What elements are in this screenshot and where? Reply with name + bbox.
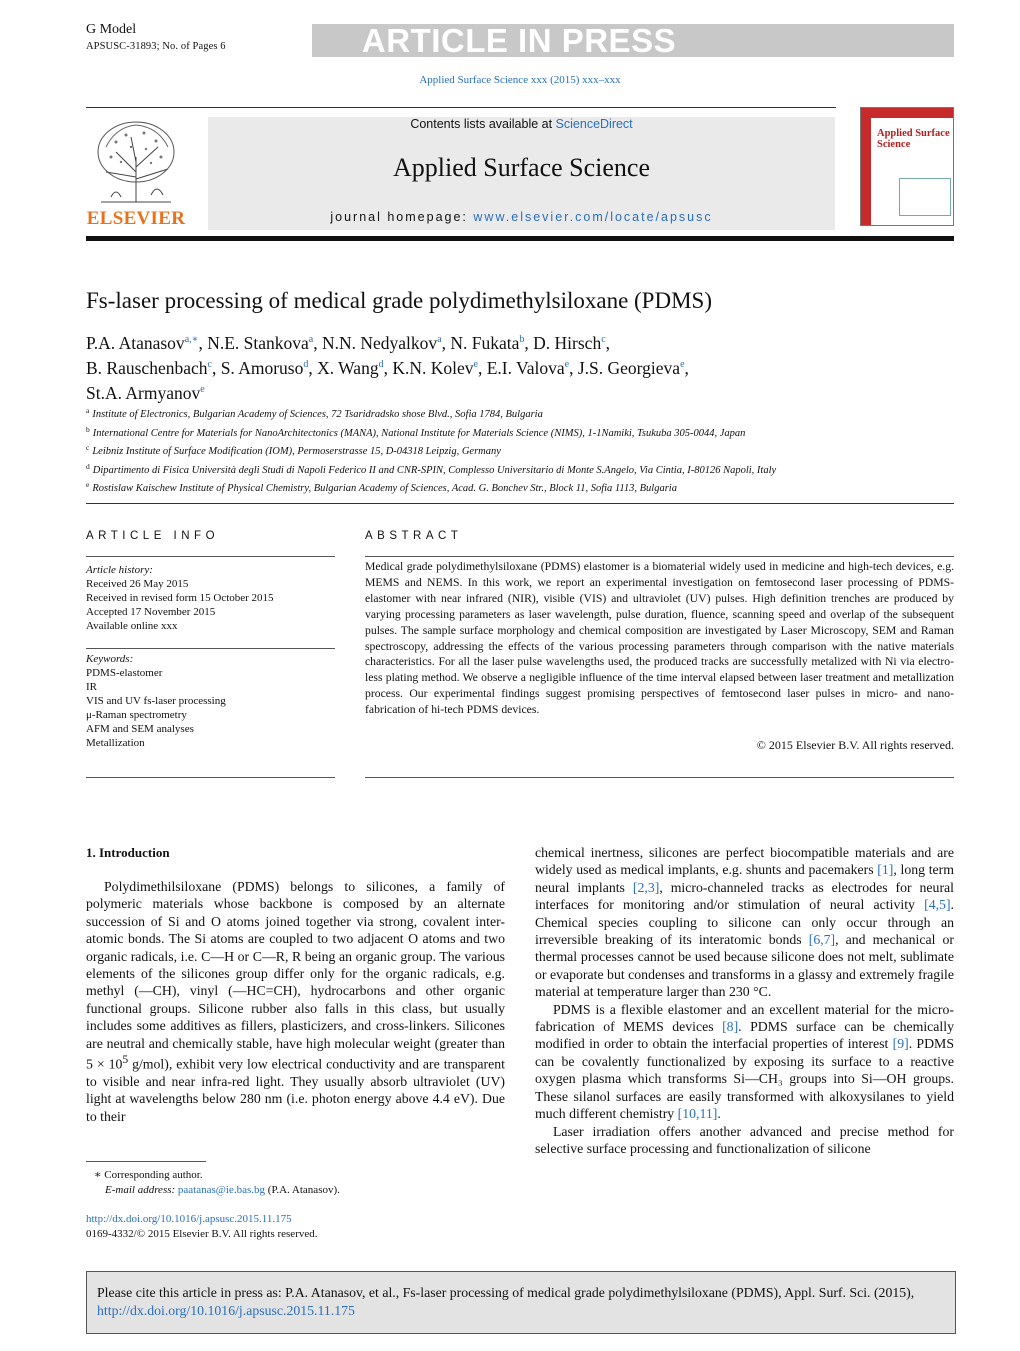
keywords-rule <box>86 648 335 649</box>
email-label: E-mail address: <box>105 1184 178 1196</box>
author-name[interactable]: P.A. Atanasov <box>86 333 185 353</box>
elsevier-wordmark: ELSEVIER <box>86 208 186 229</box>
intro-paragraph-3: Laser irradiation offers another advanced and precise method for selective surface processing and functionalization of silicone <box>535 1123 954 1156</box>
affiliation-key: c <box>86 443 90 452</box>
author-separator: , <box>524 333 534 353</box>
author-name[interactable]: J.S. Georgieva <box>577 358 681 378</box>
contents-line <box>208 117 835 131</box>
article-title: Fs-laser processing of medical grade polydimethylsiloxane (PDMS) <box>86 288 712 313</box>
history-entry: Available online xxx <box>86 620 178 632</box>
keywords-block <box>86 652 335 750</box>
email-suffix: (P.A. Atanasov). <box>265 1184 340 1196</box>
intro-paragraph-continued <box>535 844 954 1001</box>
keyword: AFM and SEM analyses <box>86 723 194 735</box>
abstract-text: Medical grade polydimethylsiloxane (PDMS) elastomer is a biomaterial widely used in medicine and high-tech devices, e.g. MEMS and NEMS. In this work, we report an experimental investigation on femtosecond laser processing of PDMS-elastomer with near infrared (NIR), visible (VIS) and ultraviolet (UV) pulses. High definition trenches are produced by varying processing parameters as laser wavelength, pulse duration, fluence, scanning speed and overlap of the subsequent pulses. The sample surface morphology and chemical composition are investigated by Laser Microscopy, SEM and Raman spectroscopy, addressing the effects of the various processing parameters through comparison with the native materials characteristics. For all the laser pulse wavelengths used, the produced tracks are successfully metalized with Ni via electro-less plating method. We observe a negligible influence of the time interval elapsed between laser treatment and metallization process. Our experimental findings suggest promising perspectives of femtosecond laser pulses in micro- and nano-fabrication of hi-tech PDMS devices. <box>365 560 954 717</box>
author-name[interactable]: N.E. Stankova <box>207 333 309 353</box>
author-name[interactable]: N.N. Nedyalkov <box>321 333 438 353</box>
history-label: Article history: <box>86 564 153 576</box>
author-separator: , <box>441 333 451 353</box>
intro-paragraph-1 <box>86 878 505 1125</box>
paragraph-text: , long term neural implants <box>535 862 954 895</box>
issn-copyright: 0169-4332/© 2015 Elsevier B.V. All rights reserved. <box>86 1228 318 1240</box>
journal-cover-thumbnail[interactable] <box>860 107 954 226</box>
intro-p1-text: Polydimethilsiloxane (PDMS) belongs to silicones, a family of polymeric materials whose backbone is composed by an alternate succession of Si and O atoms joined together via strong, covalent inter-atomic bonds. The Si atoms are coupled to two adjacent O atoms and two organic radicals, i.e. C—H or C—R, R being an organic group. The various elements of the silicones group differ only for the organic radicals, e.g. methyl (—CH), vinyl (—HC=CH), hydrocarbons and other organic functional groups. Silicone rubber also falls in this class, but usually includes some additives as fillers, plasticizers, and cross-linkers. Silicones are neutral and chemically stable, have high molecular weight (greater than 5 × 10 <box>86 879 505 1072</box>
affiliation <box>86 460 846 479</box>
reference-link[interactable]: [1] <box>877 862 894 878</box>
author-affiliation-marker[interactable]: e <box>200 384 205 395</box>
history-entry: Received in revised form 15 October 2015 <box>86 592 274 604</box>
author-affiliation-marker[interactable]: d <box>303 359 309 370</box>
header-rule <box>86 107 836 108</box>
info-bottom-rule <box>86 777 335 778</box>
keyword: μ-Raman spectrometry <box>86 709 187 721</box>
paragraph-text: PDMS is a flexible elastomer and an excellent material for the micro-fabrication of MEMS devices <box>535 1001 954 1035</box>
article-reference: APSUSC-31893; No. of Pages 6 <box>86 41 226 52</box>
affiliation <box>86 404 846 423</box>
author-list <box>86 329 954 404</box>
citation-text: Please cite this article in press as: P.A. Atanasov, et al., Fs-laser processing of medical grade polydimethylsiloxane (PDMS), Appl. Surf. Sci. (2015), <box>97 1285 915 1300</box>
cover-title: Applied Surface Science <box>877 128 950 150</box>
author-affiliation-marker[interactable]: c <box>207 359 212 370</box>
abstract-copyright: © 2015 Elsevier B.V. All rights reserved. <box>756 738 954 752</box>
affiliation-list <box>86 404 846 497</box>
author-affiliation-marker[interactable]: e <box>680 359 685 370</box>
author-affiliation-marker[interactable]: e <box>473 359 478 370</box>
info-rule <box>86 556 335 557</box>
author-name[interactable]: D. Hirsch <box>533 333 602 353</box>
paragraph-text: , micro-channeled tracks as electrodes for neural interfaces for monitoring and/or stimulation of neural activity <box>535 879 954 913</box>
article-info-heading: ARTICLE INFO <box>86 530 220 542</box>
homepage-prefix: journal homepage: <box>330 210 474 224</box>
author-affiliation-marker[interactable]: c <box>601 334 606 345</box>
affiliation <box>86 441 846 460</box>
author-affiliation-marker[interactable]: a <box>308 334 314 345</box>
author-name[interactable]: B. Rauschenbach <box>86 358 208 378</box>
reference-link[interactable]: [2,3] <box>632 879 660 895</box>
affiliation-key: d <box>86 461 90 471</box>
paragraph-text: . PDMS can be covalently functionalized by exposing its surface to a reactive oxygen plasma which transforms Si—CH₃ groups into Si—OH groups. These silanol surfaces are easily transformed with alkoxysilanes to yield much different chemistry <box>535 1036 954 1122</box>
paragraph-text: . PDMS surface can be chemically modified in order to obtain the interfacial properties of interest <box>535 1019 954 1052</box>
affiliation <box>86 478 846 497</box>
citation-doi-link[interactable]: http://dx.doi.org/10.1016/j.apsusc.2015.11.175 <box>97 1303 355 1318</box>
journal-homepage <box>208 210 835 224</box>
sciencedirect-link[interactable]: ScienceDirect <box>555 117 633 131</box>
intro-paragraph-2 <box>535 1001 954 1123</box>
author-affiliation-marker[interactable]: e <box>564 359 570 370</box>
author-separator: , <box>569 358 578 378</box>
doi-block <box>86 1212 318 1242</box>
author-name[interactable]: N. Fukata <box>450 333 520 353</box>
affiliation-text: Leibniz Institute of Surface Modification (IOM), Permoserstrasse 15, D-04318 Leipzig, Germany <box>92 446 501 457</box>
citation-box <box>86 1271 956 1334</box>
author-name[interactable]: X. Wang <box>317 358 379 378</box>
journal-title: Applied Surface Science <box>392 153 650 182</box>
paragraph-text: chemical inertness, silicones are perfect biocompatible materials and are widely used as medical implants, e.g. shunts and pacemakers <box>535 845 954 878</box>
affiliation-key: e <box>86 480 90 489</box>
doi-link[interactable]: http://dx.doi.org/10.1016/j.apsusc.2015.11.175 <box>86 1213 292 1225</box>
history-entry: Received 26 May 2015 <box>86 578 189 590</box>
abstract-bottom-rule <box>365 777 954 778</box>
author-separator: , <box>308 358 318 378</box>
reference-link[interactable]: [10,11] <box>677 1106 718 1122</box>
email-link[interactable]: paatanas@ie.bas.bg <box>177 1184 266 1196</box>
keywords-label: Keywords: <box>86 653 134 665</box>
author-affiliation-marker[interactable]: a <box>437 334 442 345</box>
contents-prefix: Contents lists available at <box>410 117 556 131</box>
cover-figure <box>899 178 951 216</box>
author-name[interactable]: K.N. Kolev <box>392 358 474 378</box>
intro-p1-end: g/mol), exhibit very low electrical conductivity and are transparent to visible and near infra-red light. They usually absorb ultraviolet (UV) light at wavelengths below 280 nm (i.e. photon energy above 4.4 eV). Due to their <box>86 1056 505 1124</box>
keywords-list <box>86 666 335 750</box>
author-affiliation-marker[interactable]: b <box>519 334 525 345</box>
reference-link[interactable]: [9] <box>892 1036 909 1052</box>
author-separator: , <box>198 333 208 353</box>
affiliation <box>86 423 846 442</box>
author-separator: , <box>684 358 689 378</box>
abstract-heading: ABSTRACT <box>365 530 463 542</box>
keyword: PDMS-elastomer <box>86 667 163 679</box>
author-separator: , <box>605 333 611 353</box>
keyword: VIS and UV fs-laser processing <box>86 695 226 707</box>
homepage-link[interactable]: www.elsevier.com/locate/apsusc <box>473 210 713 224</box>
history-list <box>86 577 335 633</box>
corresponding-author-note: ∗ Corresponding author. <box>94 1169 203 1181</box>
author-name[interactable]: E.I. Valova <box>486 358 565 378</box>
reference-link[interactable]: [4,5] <box>924 897 951 913</box>
footnote <box>86 1168 340 1198</box>
info-top-rule <box>86 503 954 504</box>
author-separator: , <box>211 358 221 378</box>
paragraph-text: . <box>717 1106 721 1122</box>
g-model-label: G Model <box>86 22 137 37</box>
history-entry: Accepted 17 November 2015 <box>86 606 216 618</box>
cover-top-bar <box>861 108 953 118</box>
affiliation-text: International Centre for Materials for NanoArchitectonics (MANA), National Institute for Materials Science (NIMS), 1-1Namiki, Tsukuba 305-0044, Japan <box>92 427 746 439</box>
exponent: 5 <box>122 1054 129 1067</box>
article-history <box>86 563 335 633</box>
header-thick-rule <box>86 236 954 241</box>
reference-link[interactable]: [8] <box>722 1019 739 1035</box>
abstract-rule <box>365 556 954 557</box>
paragraph-text: . Chemical species coupling to silicone can only occur through an irreversible breaking of its interatomic bonds <box>535 897 954 948</box>
affiliation-text: Institute of Electronics, Bulgarian Academy of Sciences, 72 Tsaridradsko shose Blvd., Sofia 1784, Bulgaria <box>92 409 543 420</box>
body-right-column <box>535 844 954 1157</box>
keyword: IR <box>86 681 97 693</box>
email-line <box>86 1183 340 1198</box>
affiliation-key: a <box>86 406 90 415</box>
author-name[interactable]: S. Amoruso <box>220 358 304 378</box>
journal-citation-link[interactable]: Applied Surface Science xxx (2015) xxx–xxx <box>419 74 621 86</box>
affiliation-text: Dipartimento di Fisica Università degli Studi di Napoli Federico II and CNR-SPIN, Complesso Universitario di Monte S.Angelo, Via Cintia, I-80126 Napoli, Italy <box>92 464 777 476</box>
reference-link[interactable]: [6,7] <box>808 932 836 948</box>
author-separator: , <box>313 333 322 353</box>
affiliation-key: b <box>86 424 90 434</box>
author-affiliation-marker[interactable]: a,∗ <box>184 334 199 345</box>
cover-side-bar <box>861 118 871 225</box>
body-left-column <box>86 878 505 1125</box>
author-separator: , <box>477 358 487 378</box>
section-heading-introduction: 1. Introduction <box>86 845 170 860</box>
footnote-rule <box>86 1161 206 1162</box>
author-separator: , <box>383 358 393 378</box>
paragraph-text: , and mechanical or thermal processes cannot be used because silicone does not melt, sublimate or evaporate but condenses and transforms in a glassy and extremely fragile material at temperature larger than 230 °C. <box>535 932 954 1000</box>
keyword: Metallization <box>86 737 145 749</box>
author-name[interactable]: St.A. Armyanov <box>86 383 201 403</box>
author-affiliation-marker[interactable]: d <box>378 359 384 370</box>
article-in-press-text: ARTICLE IN PRESS <box>361 22 677 59</box>
affiliation-text: Rostislaw Kaischew Institute of Physical Chemistry, Bulgarian Academy of Sciences, Acad. G. Bonchev Str., Block 11, Sofia 1113, Bulgaria <box>92 483 677 494</box>
